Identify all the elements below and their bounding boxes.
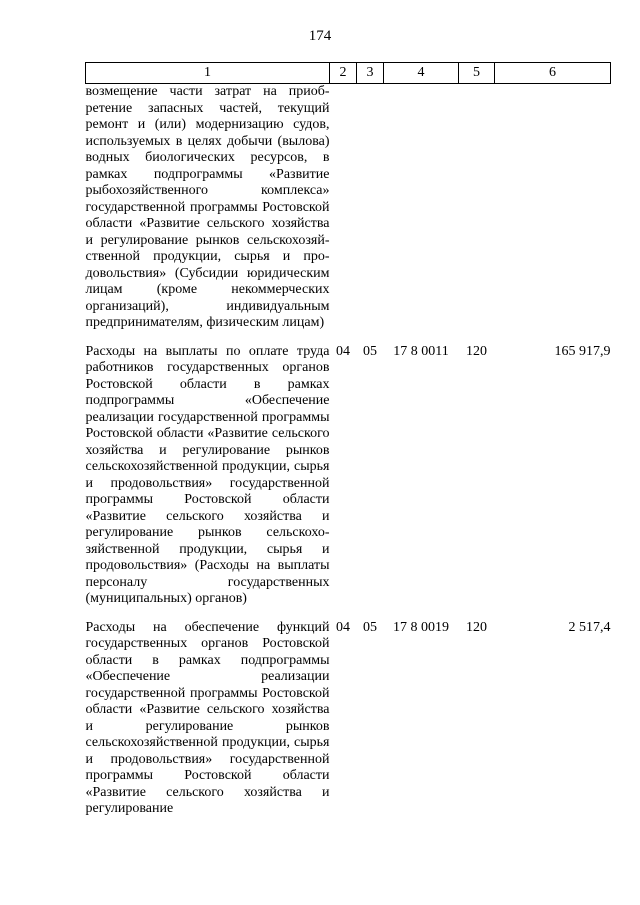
row-subsection — [357, 84, 384, 344]
header-col-2: 2 — [330, 63, 357, 84]
table-row — [86, 84, 611, 344]
header-col-1: 1 — [86, 63, 330, 84]
row-section — [330, 84, 357, 344]
row-target-article: 17 8 0011 — [393, 343, 449, 359]
row-expense-type: 120 — [466, 619, 487, 635]
row-description: Расходы на выплаты по оплате труда работников государственных органов Ростовской области в рамках подпрограммы «Обеспечение реализации государственной программы Ростовской области «Развитие сельского хозяйства и регулирование рынков сельскохозяйственной продукции, сырья и продовольствия» государственной программы Ростовской области «Развитие сельского хозяйства и регулирование рынков сельскохозяйственной продукции, сырья и продовольствия» (Расходы на выплаты персоналу государственных (муниципальных) органов) — [85, 343, 330, 606]
table-row — [86, 344, 611, 620]
row-subsection: 05 — [363, 619, 377, 635]
row-amount: 2 517,4 — [568, 619, 611, 635]
row-target-article — [384, 84, 459, 344]
row-expense-type: 120 — [466, 343, 487, 359]
page-number: 174 — [308, 28, 332, 44]
row-description: Расходы на обеспечение функций государственных органов Ростовской области в рамках подпрограммы «Обеспечение реализации государственной программы Ростовской области «Развитие сельского хозяйства и регулирование рынков сельскохозяйственной продукции, сырья и продовольствия» государственной программы Ростовской области «Развитие сельского хозяйства и регулирование — [85, 619, 330, 816]
table-row — [86, 620, 611, 830]
row-expense-type — [459, 84, 495, 344]
row-amount: 165 917,9 — [554, 343, 611, 359]
header-col-6: 6 — [495, 63, 611, 84]
row-target-article: 17 8 0019 — [393, 619, 449, 635]
row-subsection: 05 — [363, 343, 377, 359]
header-col-5: 5 — [459, 63, 495, 84]
row-description: возмещение части затрат на приобретение запасных частей, текущий ремонт и (или) модернизацию судов, используемых в целях добычи (вылова) водных биологических ресурсов, в рамках подпрограммы «Развитие рыбохозяйственного комплекса» государственной программы Ростовской области «Развитие сельского хозяйства и регулирование рынков сельскохозяйственной продукции, сырья и продовольствия» (Субсидии юридическим лицам (кроме некоммерческих организаций), индивидуальным предпринимателям, физическим лицам) — [85, 84, 330, 330]
row-amount — [495, 84, 611, 344]
row-section: 04 — [336, 343, 350, 359]
header-col-3: 3 — [357, 63, 384, 84]
row-section: 04 — [336, 619, 350, 635]
budget-table — [85, 62, 611, 830]
header-col-4: 4 — [384, 63, 459, 84]
header-row — [86, 63, 611, 84]
